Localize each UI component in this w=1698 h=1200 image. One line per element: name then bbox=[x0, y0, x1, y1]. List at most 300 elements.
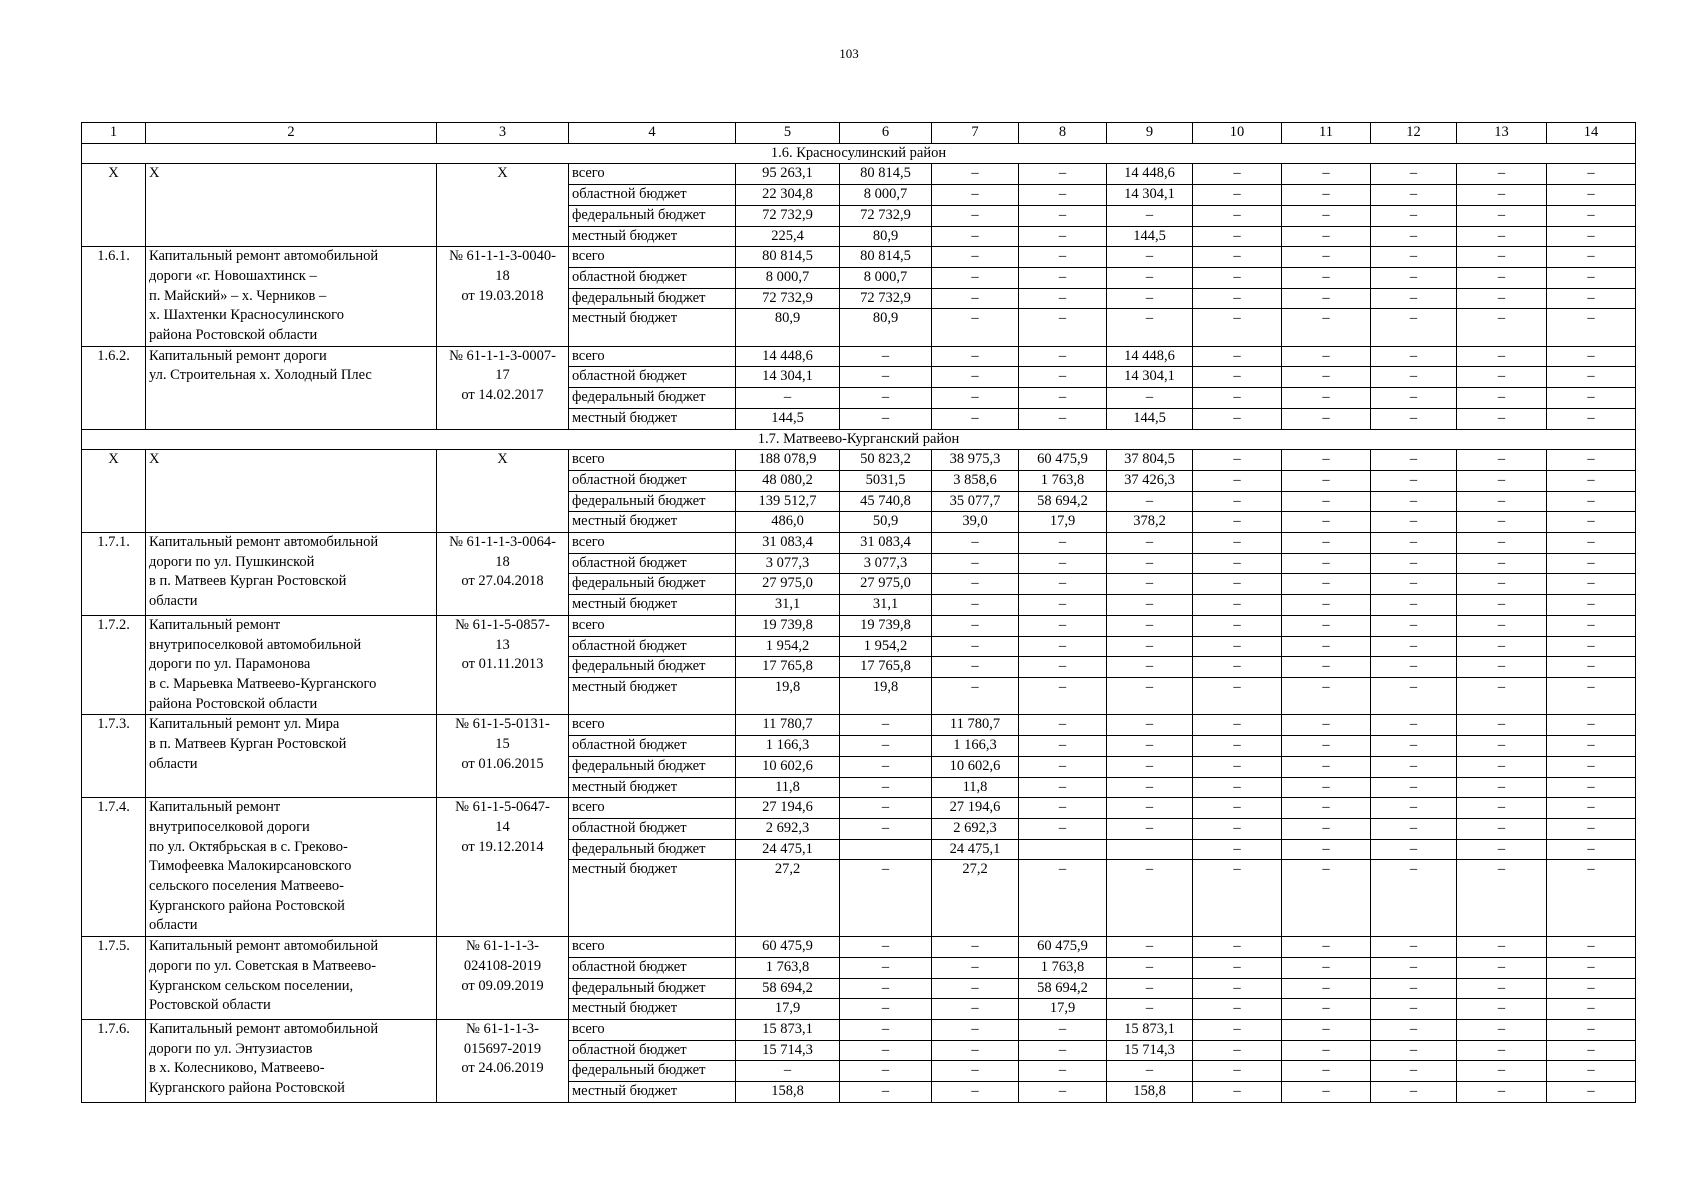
value-cell: – bbox=[840, 388, 932, 409]
item-document-line: № 61-1-1-3- bbox=[465, 1020, 540, 1037]
value-cell: – bbox=[1282, 164, 1371, 185]
value-cell: – bbox=[1457, 595, 1547, 616]
value-cell: – bbox=[1547, 267, 1636, 288]
value-cell: – bbox=[840, 798, 932, 819]
section-row bbox=[82, 429, 1636, 450]
value-cell: – bbox=[1457, 777, 1547, 798]
value-cell: 80,9 bbox=[840, 309, 932, 346]
value-cell: – bbox=[1457, 860, 1547, 937]
funding-source: федеральный бюджет bbox=[569, 756, 736, 777]
column-number: 5 bbox=[736, 123, 840, 144]
value-cell: – bbox=[1457, 1040, 1547, 1061]
funding-source: областной бюджет bbox=[569, 267, 736, 288]
value-cell: – bbox=[840, 408, 932, 429]
value-cell: – bbox=[840, 1019, 932, 1040]
item-document-line: 14 bbox=[495, 818, 510, 835]
funding-source: областной бюджет bbox=[569, 185, 736, 206]
value-cell: 5031,5 bbox=[840, 470, 932, 491]
value-cell: – bbox=[1457, 636, 1547, 657]
value-cell: – bbox=[1371, 978, 1457, 999]
value-cell: – bbox=[1019, 615, 1107, 636]
value-cell: 3 077,3 bbox=[840, 553, 932, 574]
value-cell: – bbox=[1547, 839, 1636, 860]
value-cell: 31 083,4 bbox=[736, 533, 840, 554]
value-cell: – bbox=[1107, 715, 1193, 736]
value-cell: – bbox=[932, 1082, 1019, 1103]
value-cell: 19 739,8 bbox=[840, 615, 932, 636]
value-cell: 31,1 bbox=[736, 595, 840, 616]
item-name-line: дороги по ул. Пушкинской bbox=[149, 553, 315, 570]
value-cell: – bbox=[1547, 999, 1636, 1020]
funding-source: местный бюджет bbox=[569, 512, 736, 533]
value-cell: – bbox=[1457, 1019, 1547, 1040]
value-cell: 17,9 bbox=[736, 999, 840, 1020]
column-number: 2 bbox=[146, 123, 437, 144]
value-cell: – bbox=[1019, 309, 1107, 346]
table-row bbox=[82, 450, 1636, 471]
value-cell: 1 166,3 bbox=[932, 736, 1019, 757]
value-cell: – bbox=[1457, 185, 1547, 206]
column-number: 11 bbox=[1282, 123, 1371, 144]
value-cell: – bbox=[1282, 615, 1371, 636]
value-cell: – bbox=[1107, 615, 1193, 636]
value-cell: – bbox=[1282, 636, 1371, 657]
value-cell: – bbox=[1019, 818, 1107, 839]
value-cell: 17 765,8 bbox=[840, 657, 932, 678]
value-cell: – bbox=[1193, 267, 1282, 288]
value-cell: – bbox=[1371, 1061, 1457, 1082]
section-title: 1.6. Красносулинский район bbox=[82, 143, 1636, 164]
value-cell: – bbox=[1193, 388, 1282, 409]
value-cell: – bbox=[1107, 756, 1193, 777]
value-cell: – bbox=[736, 1061, 840, 1082]
value-cell: – bbox=[1107, 777, 1193, 798]
value-cell: – bbox=[1457, 288, 1547, 309]
item-document-line: 015697-2019 bbox=[463, 1040, 542, 1057]
value-cell: – bbox=[840, 999, 932, 1020]
value-cell: – bbox=[1193, 937, 1282, 958]
value-cell: – bbox=[1457, 408, 1547, 429]
value-cell: – bbox=[1019, 185, 1107, 206]
budget-table bbox=[81, 122, 1636, 1103]
value-cell: – bbox=[1547, 309, 1636, 346]
value-cell: – bbox=[1457, 999, 1547, 1020]
value-cell: 27 975,0 bbox=[736, 574, 840, 595]
value-cell: – bbox=[1282, 205, 1371, 226]
funding-source: областной бюджет bbox=[569, 553, 736, 574]
value-cell: – bbox=[1193, 657, 1282, 678]
value-cell: – bbox=[1547, 226, 1636, 247]
value-cell: 1 763,8 bbox=[1019, 470, 1107, 491]
value-cell: – bbox=[1107, 798, 1193, 819]
value-cell: – bbox=[1371, 388, 1457, 409]
value-cell: – bbox=[1457, 267, 1547, 288]
value-cell: – bbox=[1547, 450, 1636, 471]
value-cell: – bbox=[1019, 267, 1107, 288]
value-cell: 188 078,9 bbox=[736, 450, 840, 471]
item-name-line: Капитальный ремонт bbox=[149, 799, 281, 816]
value-cell: – bbox=[1457, 491, 1547, 512]
funding-source: областной бюджет bbox=[569, 470, 736, 491]
item-name bbox=[146, 1019, 437, 1102]
value-cell: – bbox=[1371, 185, 1457, 206]
value-cell: 14 448,6 bbox=[736, 346, 840, 367]
value-cell: – bbox=[1019, 367, 1107, 388]
value-cell: – bbox=[1282, 798, 1371, 819]
value-cell: – bbox=[840, 756, 932, 777]
value-cell: 22 304,8 bbox=[736, 185, 840, 206]
value-cell: – bbox=[1547, 164, 1636, 185]
item-document bbox=[437, 937, 569, 1020]
funding-source: всего bbox=[569, 1019, 736, 1040]
value-cell: 144,5 bbox=[1107, 226, 1193, 247]
item-name-line: сельского поселения Матвеево- bbox=[149, 878, 345, 895]
funding-source: местный бюджет bbox=[569, 860, 736, 937]
value-cell: – bbox=[1107, 388, 1193, 409]
item-document-line: от 01.11.2013 bbox=[461, 656, 544, 673]
funding-source: областной бюджет bbox=[569, 818, 736, 839]
funding-source: всего bbox=[569, 247, 736, 268]
value-cell: – bbox=[1019, 346, 1107, 367]
value-cell: – bbox=[1107, 553, 1193, 574]
item-name-line: п. Майский» – х. Черников – bbox=[149, 287, 327, 304]
value-cell: 14 304,1 bbox=[1107, 367, 1193, 388]
value-cell: – bbox=[1107, 999, 1193, 1020]
value-cell: 50,9 bbox=[840, 512, 932, 533]
value-cell: – bbox=[1547, 636, 1636, 657]
value-cell: 19 739,8 bbox=[736, 615, 840, 636]
value-cell: – bbox=[1193, 288, 1282, 309]
value-cell: – bbox=[1371, 470, 1457, 491]
value-cell: 17 765,8 bbox=[736, 657, 840, 678]
value-cell: – bbox=[1547, 491, 1636, 512]
value-cell: 80 814,5 bbox=[736, 247, 840, 268]
value-cell: – bbox=[1371, 756, 1457, 777]
value-cell: – bbox=[1457, 205, 1547, 226]
value-cell: – bbox=[1547, 388, 1636, 409]
value-cell: – bbox=[1457, 533, 1547, 554]
value-cell: – bbox=[1282, 839, 1371, 860]
item-document bbox=[437, 798, 569, 937]
value-cell: – bbox=[1457, 937, 1547, 958]
value-cell bbox=[1107, 839, 1193, 860]
value-cell: – bbox=[1371, 226, 1457, 247]
value-cell: 14 304,1 bbox=[736, 367, 840, 388]
item-document-line: от 19.12.2014 bbox=[461, 838, 544, 855]
table-row bbox=[82, 164, 1636, 185]
item-name bbox=[146, 715, 437, 798]
value-cell: – bbox=[1193, 978, 1282, 999]
value-cell: – bbox=[1193, 574, 1282, 595]
value-cell: 3 077,3 bbox=[736, 553, 840, 574]
value-cell: 11,8 bbox=[932, 777, 1019, 798]
value-cell: 11 780,7 bbox=[736, 715, 840, 736]
value-cell: – bbox=[932, 226, 1019, 247]
value-cell: – bbox=[1547, 957, 1636, 978]
value-cell: – bbox=[1457, 715, 1547, 736]
column-number: 9 bbox=[1107, 123, 1193, 144]
value-cell: – bbox=[1282, 1082, 1371, 1103]
value-cell: – bbox=[840, 777, 932, 798]
value-cell: – bbox=[1457, 512, 1547, 533]
item-name-line: в с. Марьевка Матвеево-Курганского bbox=[149, 675, 377, 692]
value-cell: – bbox=[1457, 839, 1547, 860]
value-cell: – bbox=[1457, 470, 1547, 491]
value-cell: – bbox=[840, 715, 932, 736]
value-cell: – bbox=[840, 736, 932, 757]
item-name bbox=[146, 164, 437, 247]
value-cell: 1 166,3 bbox=[736, 736, 840, 757]
value-cell: – bbox=[1193, 636, 1282, 657]
value-cell: – bbox=[932, 677, 1019, 714]
value-cell: – bbox=[840, 1061, 932, 1082]
value-cell: – bbox=[1019, 677, 1107, 714]
funding-source: федеральный бюджет bbox=[569, 491, 736, 512]
item-name bbox=[146, 937, 437, 1020]
value-cell: – bbox=[932, 205, 1019, 226]
item-number: 1.7.1. bbox=[82, 533, 146, 616]
item-name-line: дороги «г. Новошахтинск – bbox=[149, 267, 317, 284]
value-cell bbox=[1019, 839, 1107, 860]
item-document-line: от 27.04.2018 bbox=[461, 573, 544, 590]
column-number: 13 bbox=[1457, 123, 1547, 144]
item-number: 1.7.3. bbox=[82, 715, 146, 798]
value-cell: – bbox=[1282, 957, 1371, 978]
value-cell: – bbox=[1193, 164, 1282, 185]
value-cell: – bbox=[1547, 860, 1636, 937]
value-cell: – bbox=[1193, 818, 1282, 839]
funding-source: местный бюджет bbox=[569, 309, 736, 346]
funding-source: областной бюджет bbox=[569, 367, 736, 388]
item-document bbox=[437, 1019, 569, 1102]
value-cell: 27 194,6 bbox=[736, 798, 840, 819]
value-cell: – bbox=[1547, 736, 1636, 757]
value-cell: 14 448,6 bbox=[1107, 164, 1193, 185]
item-document bbox=[437, 346, 569, 429]
value-cell: – bbox=[1282, 1061, 1371, 1082]
item-name-line: Капитальный ремонт автомобильной bbox=[149, 248, 379, 265]
value-cell: 72 732,9 bbox=[840, 288, 932, 309]
item-document-line: № 61-1-1-3-0064- bbox=[449, 534, 556, 551]
value-cell: – bbox=[1282, 491, 1371, 512]
item-document-line: 13 bbox=[495, 636, 510, 653]
value-cell: – bbox=[1282, 226, 1371, 247]
item-document-line: от 14.02.2017 bbox=[461, 387, 544, 404]
value-cell: – bbox=[1107, 247, 1193, 268]
value-cell: – bbox=[1282, 512, 1371, 533]
value-cell: 15 714,3 bbox=[1107, 1040, 1193, 1061]
value-cell: – bbox=[1457, 818, 1547, 839]
value-cell: – bbox=[1282, 288, 1371, 309]
column-number: 7 bbox=[932, 123, 1019, 144]
value-cell: – bbox=[1547, 512, 1636, 533]
value-cell: – bbox=[932, 367, 1019, 388]
value-cell: – bbox=[1371, 553, 1457, 574]
value-cell: – bbox=[1019, 1019, 1107, 1040]
column-number: 12 bbox=[1371, 123, 1457, 144]
value-cell: – bbox=[932, 408, 1019, 429]
value-cell: – bbox=[1107, 267, 1193, 288]
value-cell: – bbox=[1371, 267, 1457, 288]
value-cell: – bbox=[1193, 1061, 1282, 1082]
item-document bbox=[437, 164, 569, 247]
value-cell: – bbox=[1193, 615, 1282, 636]
value-cell: – bbox=[1547, 408, 1636, 429]
value-cell: – bbox=[1282, 450, 1371, 471]
funding-source: федеральный бюджет bbox=[569, 1061, 736, 1082]
value-cell: – bbox=[1371, 1082, 1457, 1103]
value-cell: – bbox=[1457, 247, 1547, 268]
item-number: Х bbox=[82, 450, 146, 533]
value-cell: – bbox=[932, 636, 1019, 657]
value-cell: – bbox=[1282, 818, 1371, 839]
value-cell: – bbox=[1547, 346, 1636, 367]
value-cell: – bbox=[1282, 533, 1371, 554]
value-cell: – bbox=[1457, 450, 1547, 471]
value-cell: – bbox=[1193, 226, 1282, 247]
value-cell: – bbox=[1019, 636, 1107, 657]
value-cell: 72 732,9 bbox=[840, 205, 932, 226]
funding-source: федеральный бюджет bbox=[569, 574, 736, 595]
value-cell: – bbox=[1371, 999, 1457, 1020]
value-cell: – bbox=[1457, 677, 1547, 714]
value-cell: 10 602,6 bbox=[736, 756, 840, 777]
value-cell: – bbox=[1193, 1019, 1282, 1040]
value-cell: – bbox=[1457, 367, 1547, 388]
value-cell: – bbox=[932, 164, 1019, 185]
item-number: Х bbox=[82, 164, 146, 247]
value-cell: – bbox=[1547, 937, 1636, 958]
item-name bbox=[146, 615, 437, 715]
value-cell: – bbox=[1019, 715, 1107, 736]
value-cell: – bbox=[1019, 595, 1107, 616]
value-cell: – bbox=[1547, 818, 1636, 839]
value-cell: – bbox=[1019, 777, 1107, 798]
funding-source: федеральный бюджет bbox=[569, 388, 736, 409]
value-cell: – bbox=[840, 346, 932, 367]
funding-source: местный бюджет bbox=[569, 408, 736, 429]
column-number: 1 bbox=[82, 123, 146, 144]
value-cell: 158,8 bbox=[736, 1082, 840, 1103]
value-cell: – bbox=[1193, 185, 1282, 206]
item-number: 1.7.4. bbox=[82, 798, 146, 937]
value-cell: – bbox=[1282, 999, 1371, 1020]
value-cell: – bbox=[1019, 1040, 1107, 1061]
value-cell: – bbox=[840, 860, 932, 937]
value-cell: – bbox=[1193, 1040, 1282, 1061]
value-cell: – bbox=[1371, 205, 1457, 226]
item-document-line: № 61-1-5-0647- bbox=[455, 799, 550, 816]
item-name-line: Курганского района Ростовской bbox=[149, 1080, 345, 1097]
value-cell: – bbox=[1193, 736, 1282, 757]
value-cell: 37 426,3 bbox=[1107, 470, 1193, 491]
funding-source: федеральный бюджет bbox=[569, 978, 736, 999]
value-cell: – bbox=[1457, 553, 1547, 574]
value-cell: – bbox=[1371, 533, 1457, 554]
value-cell: – bbox=[1282, 185, 1371, 206]
value-cell: 144,5 bbox=[1107, 408, 1193, 429]
value-cell: – bbox=[1547, 715, 1636, 736]
value-cell: 486,0 bbox=[736, 512, 840, 533]
value-cell: – bbox=[1193, 798, 1282, 819]
value-cell: – bbox=[1019, 205, 1107, 226]
funding-source: областной бюджет bbox=[569, 1040, 736, 1061]
value-cell: 8 000,7 bbox=[736, 267, 840, 288]
value-cell: – bbox=[1193, 408, 1282, 429]
value-cell: – bbox=[1193, 512, 1282, 533]
value-cell: 39,0 bbox=[932, 512, 1019, 533]
value-cell: – bbox=[1371, 957, 1457, 978]
value-cell: – bbox=[1371, 777, 1457, 798]
value-cell: – bbox=[932, 574, 1019, 595]
value-cell: – bbox=[1019, 736, 1107, 757]
value-cell: – bbox=[1019, 798, 1107, 819]
value-cell: – bbox=[1547, 1019, 1636, 1040]
value-cell: – bbox=[1282, 595, 1371, 616]
value-cell: – bbox=[1282, 657, 1371, 678]
funding-source: местный бюджет bbox=[569, 226, 736, 247]
value-cell: 1 954,2 bbox=[840, 636, 932, 657]
value-cell: – bbox=[1282, 736, 1371, 757]
item-document-line: 18 bbox=[495, 267, 510, 284]
item-document-line: № 61-1-1-3-0040- bbox=[449, 248, 556, 265]
item-name-line: дороги по ул. Советская в Матвеево- bbox=[149, 957, 377, 974]
value-cell: – bbox=[1457, 615, 1547, 636]
funding-source: федеральный бюджет bbox=[569, 657, 736, 678]
item-document-line: от 09.09.2019 bbox=[461, 977, 544, 994]
table-row bbox=[82, 937, 1636, 958]
funding-source: местный бюджет bbox=[569, 777, 736, 798]
value-cell: 15 714,3 bbox=[736, 1040, 840, 1061]
value-cell: – bbox=[1019, 860, 1107, 937]
item-document bbox=[437, 615, 569, 715]
value-cell: 8 000,7 bbox=[840, 267, 932, 288]
value-cell: – bbox=[1193, 677, 1282, 714]
value-cell: – bbox=[932, 1061, 1019, 1082]
value-cell: – bbox=[1547, 205, 1636, 226]
item-name-line: области bbox=[149, 593, 198, 610]
value-cell: 10 602,6 bbox=[932, 756, 1019, 777]
value-cell: – bbox=[1371, 408, 1457, 429]
value-cell: – bbox=[1547, 798, 1636, 819]
value-cell: – bbox=[1193, 839, 1282, 860]
value-cell: – bbox=[736, 388, 840, 409]
value-cell: 80 814,5 bbox=[840, 164, 932, 185]
item-number: 1.7.5. bbox=[82, 937, 146, 1020]
value-cell: – bbox=[1282, 247, 1371, 268]
value-cell: – bbox=[1107, 309, 1193, 346]
value-cell: – bbox=[932, 309, 1019, 346]
value-cell: 58 694,2 bbox=[736, 978, 840, 999]
value-cell: 8 000,7 bbox=[840, 185, 932, 206]
item-document-line: № 61-1-1-3- bbox=[465, 938, 540, 955]
value-cell: – bbox=[1457, 346, 1547, 367]
value-cell: – bbox=[1107, 978, 1193, 999]
value-cell: – bbox=[1371, 798, 1457, 819]
value-cell: – bbox=[1193, 860, 1282, 937]
item-name-line: Тимофеевка Малокирсановского bbox=[149, 858, 352, 875]
item-name bbox=[146, 247, 437, 347]
value-cell: – bbox=[932, 595, 1019, 616]
table-row bbox=[82, 533, 1636, 554]
value-cell: 24 475,1 bbox=[932, 839, 1019, 860]
item-document-line: 18 bbox=[495, 553, 510, 570]
value-cell: 27 194,6 bbox=[932, 798, 1019, 819]
value-cell: 139 512,7 bbox=[736, 491, 840, 512]
value-cell: – bbox=[1107, 657, 1193, 678]
value-cell: – bbox=[1547, 533, 1636, 554]
item-name bbox=[146, 450, 437, 533]
